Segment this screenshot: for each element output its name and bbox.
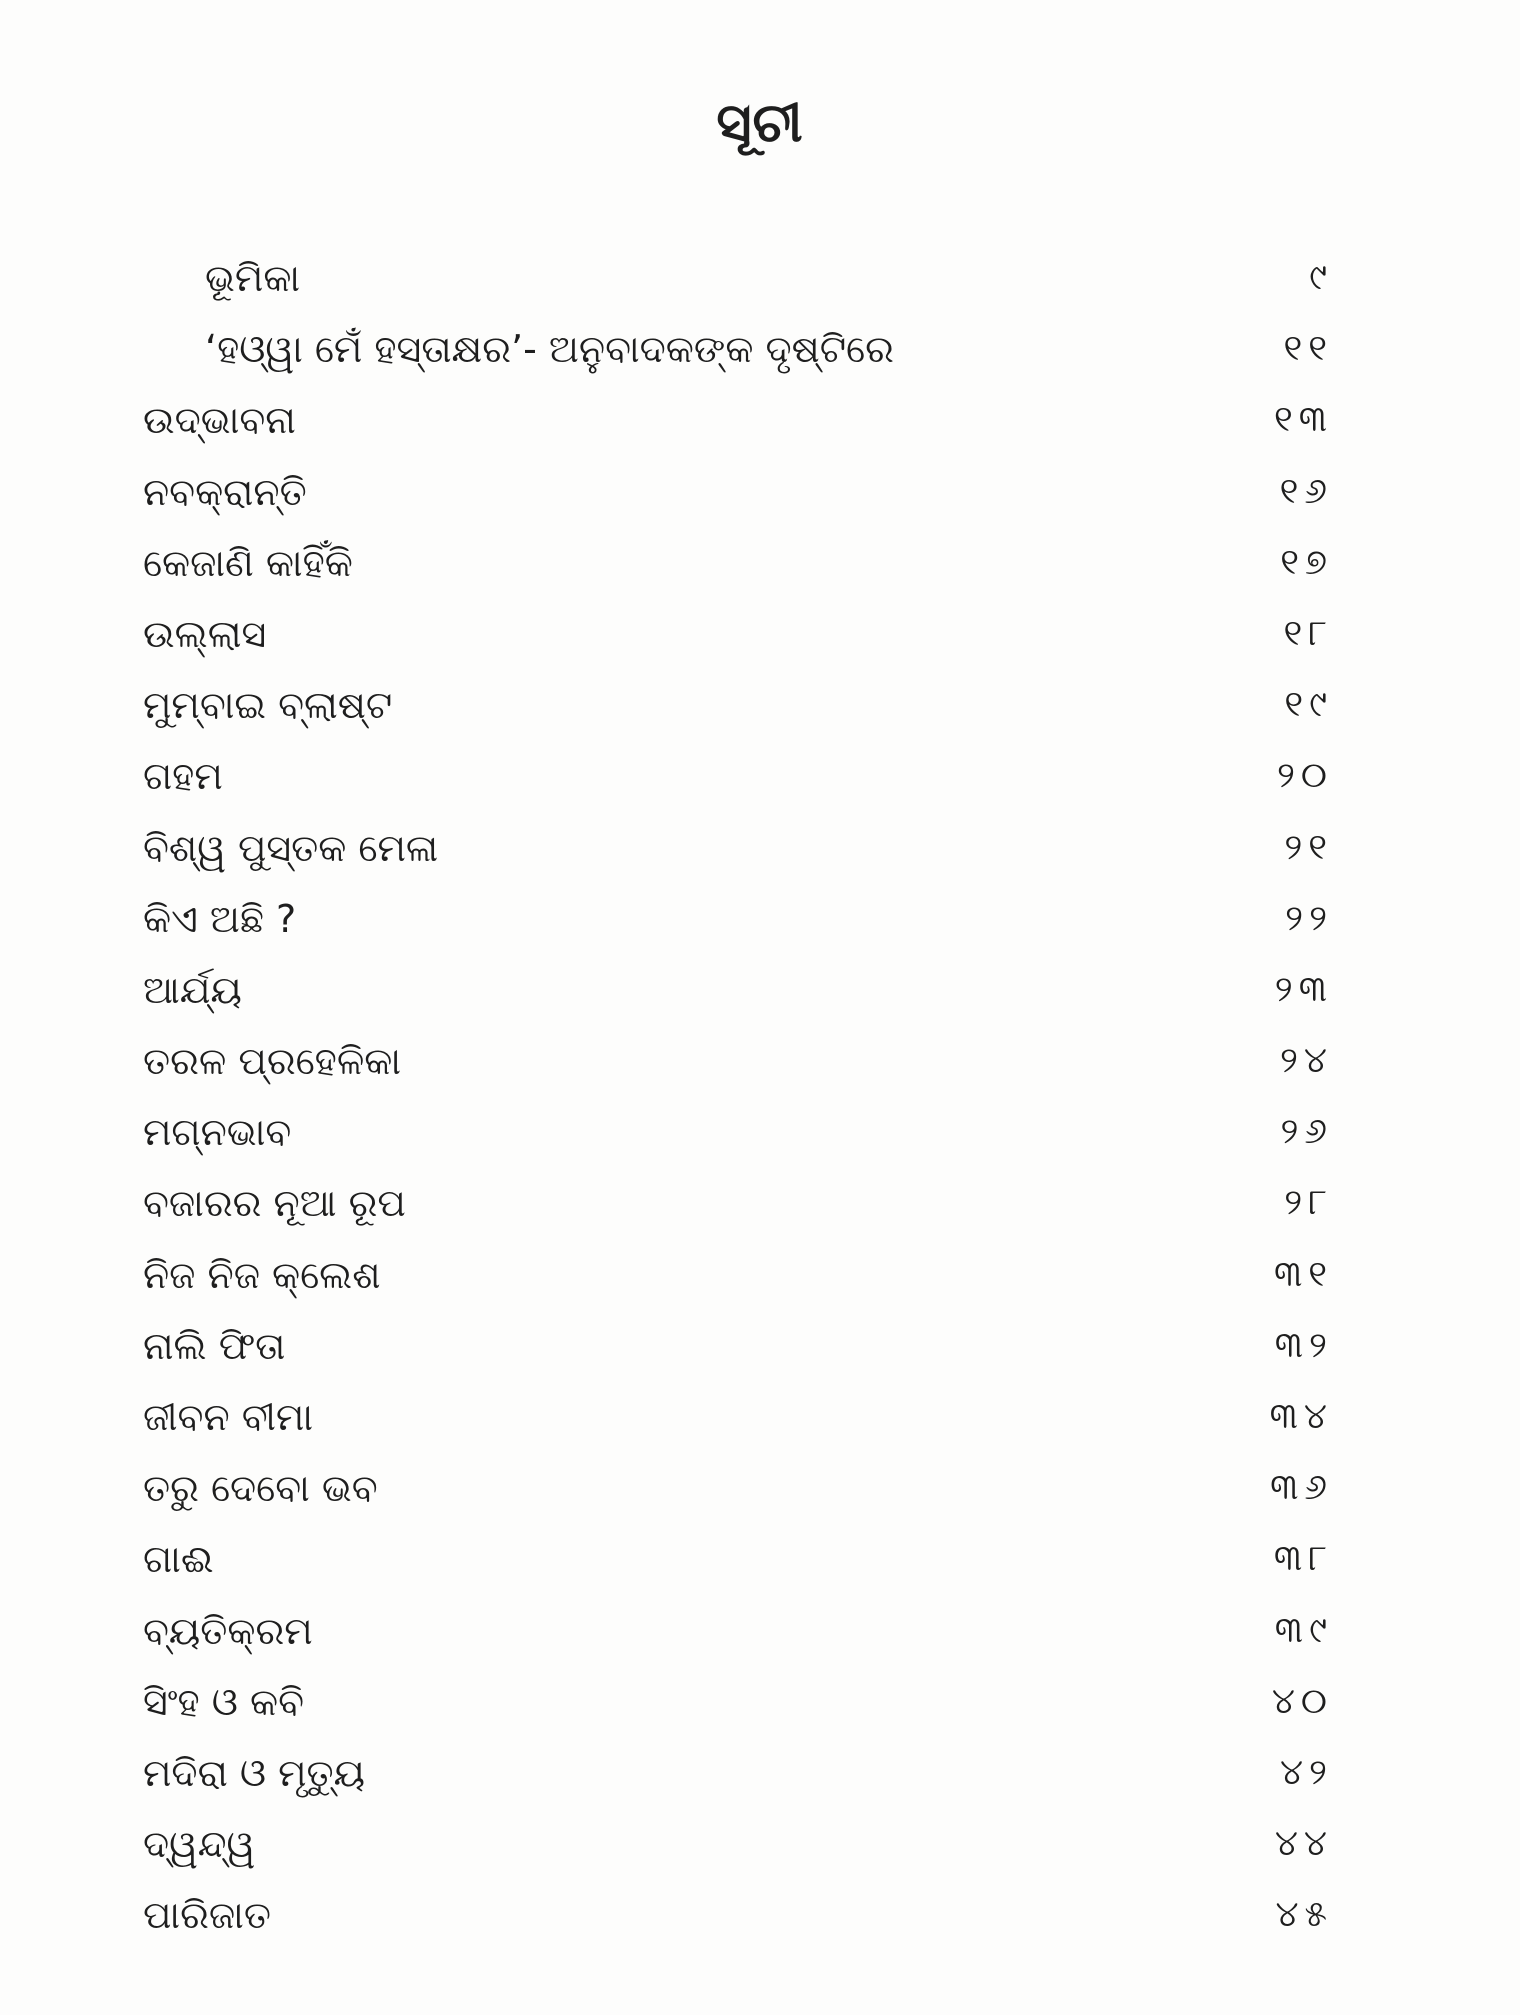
toc-entry-page: ୪୨ <box>1279 1751 1333 1793</box>
toc-entry <box>0 1740 1520 1811</box>
toc-entry <box>0 1170 1520 1241</box>
toc-entry <box>0 1242 1520 1313</box>
toc-entry-page: ୪୫ <box>1275 1894 1333 1936</box>
toc-entry <box>0 1099 1520 1170</box>
toc-entry-page: ୧୭ <box>1280 541 1333 583</box>
toc-entry <box>0 1313 1520 1384</box>
toc-entry-title: ଗହମ <box>143 754 223 799</box>
toc-entry-page: ୨୨ <box>1285 897 1333 939</box>
toc-entry <box>0 1028 1520 1099</box>
toc-entry-page: ୨୧ <box>1284 826 1333 868</box>
table-of-contents <box>0 245 1520 1954</box>
toc-entry-page: ୧୮ <box>1283 612 1333 654</box>
toc-entry-title: ଉଦ୍‌ଭାବନା <box>143 398 296 443</box>
toc-entry-title: ବଜାରର ନୂଆ ରୂପ <box>143 1181 406 1226</box>
toc-entry-title: ନିଜ ନିଜ କ୍ଲେଶ <box>143 1252 381 1297</box>
toc-entry-title: ବିଶ୍ୱ ପୁସ୍ତକ ମେଳା <box>143 825 439 870</box>
toc-entry-page: ୧୧ <box>1283 328 1333 370</box>
toc-entry-page: ୩୨ <box>1274 1324 1333 1366</box>
toc-entry <box>0 1882 1520 1953</box>
toc-entry <box>0 387 1520 458</box>
toc-entry <box>0 459 1520 530</box>
toc-entry <box>0 1811 1520 1882</box>
toc-entry-title: ଗାଈ <box>143 1537 214 1582</box>
toc-entry-title: କେଜାଣି କାହିଁକି <box>143 540 353 585</box>
toc-entry-title: ମୁମ୍ବାଇ ବ୍ଲାଷ୍ଟ <box>143 683 393 728</box>
toc-entry-page: ୩୮ <box>1273 1538 1333 1580</box>
toc-entry <box>0 886 1520 957</box>
toc-entry-title: ଜୀବନ ବୀମା <box>143 1395 314 1439</box>
toc-entry <box>0 1384 1520 1455</box>
toc-entry-page: ୯ <box>1309 257 1333 298</box>
toc-entry-page: ୩୧ <box>1273 1253 1333 1295</box>
toc-entry-page: ୪୦ <box>1271 1680 1333 1722</box>
toc-entry-title: ପାରିଜାତ <box>143 1893 271 1938</box>
toc-entry <box>0 1455 1520 1526</box>
toc-entry-page: ୩୪ <box>1269 1396 1333 1437</box>
toc-entry-page: ୧୩ <box>1273 399 1333 441</box>
toc-entry-page: ୩୯ <box>1274 1609 1333 1651</box>
toc-entry-title: ନାଲି ଫିତା <box>143 1323 286 1368</box>
toc-entry <box>0 1526 1520 1597</box>
toc-entry <box>0 601 1520 672</box>
toc-entry-page: ୨୮ <box>1284 1182 1333 1224</box>
toc-entry <box>0 316 1520 387</box>
toc-entry <box>0 1598 1520 1669</box>
page-title: ସୂଚୀ <box>716 91 804 154</box>
toc-entry-page: ୪୪ <box>1274 1823 1333 1865</box>
toc-entry-page: ୧୬ <box>1279 470 1333 512</box>
toc-entry <box>0 957 1520 1028</box>
toc-entry-page: ୧୯ <box>1284 684 1333 726</box>
toc-entry <box>0 245 1520 316</box>
toc-entry <box>0 530 1520 601</box>
toc-entry-page: ୨୩ <box>1274 968 1333 1010</box>
toc-entry-title: ତରଳ ପ୍ରହେଳିକା <box>143 1039 402 1084</box>
toc-entry <box>0 1669 1520 1740</box>
toc-entry <box>0 743 1520 814</box>
toc-entry-title: ନବକ୍ରାନ୍ତି <box>143 469 307 514</box>
toc-entry-title: ଦ୍ୱନ୍ଦ୍ୱ <box>143 1822 256 1867</box>
toc-entry <box>0 672 1520 743</box>
toc-entry-page: ୨୬ <box>1280 1111 1333 1153</box>
toc-entry-title: ଭୂମିକା <box>205 256 301 300</box>
toc-entry-title: ବ୍ୟତିକ୍ରମ <box>143 1608 313 1653</box>
toc-entry-title: ମଦିରା ଓ ମୃତ୍ୟୁ <box>143 1750 365 1795</box>
toc-entry-title: ‘ହଓ୍ୱା ମେଁ ହସ୍ତାକ୍ଷର’- ଅନୁବାଦକଙ୍କ ଦୃଷ୍ଟିରେ <box>205 327 894 372</box>
toc-entry-title: ମଗ୍ନଭାବ <box>143 1110 292 1155</box>
toc-entry-page: ୨୦ <box>1277 755 1333 797</box>
toc-entry-page: ୨୪ <box>1279 1040 1333 1082</box>
toc-entry-page: ୩୬ <box>1270 1467 1333 1509</box>
toc-entry <box>0 815 1520 886</box>
toc-entry-title: କିଏ ଅଛି ? <box>143 896 297 941</box>
toc-entry-title: ସିଂହ ଓ କବି <box>143 1679 305 1724</box>
toc-entry-title: ଆର୍ଯ୍ୟ <box>143 967 242 1012</box>
toc-entry-title: ଉଲ୍ଲାସ <box>143 611 267 656</box>
toc-entry-title: ତରୁ ଦେବୋ ଭବ <box>143 1466 378 1511</box>
